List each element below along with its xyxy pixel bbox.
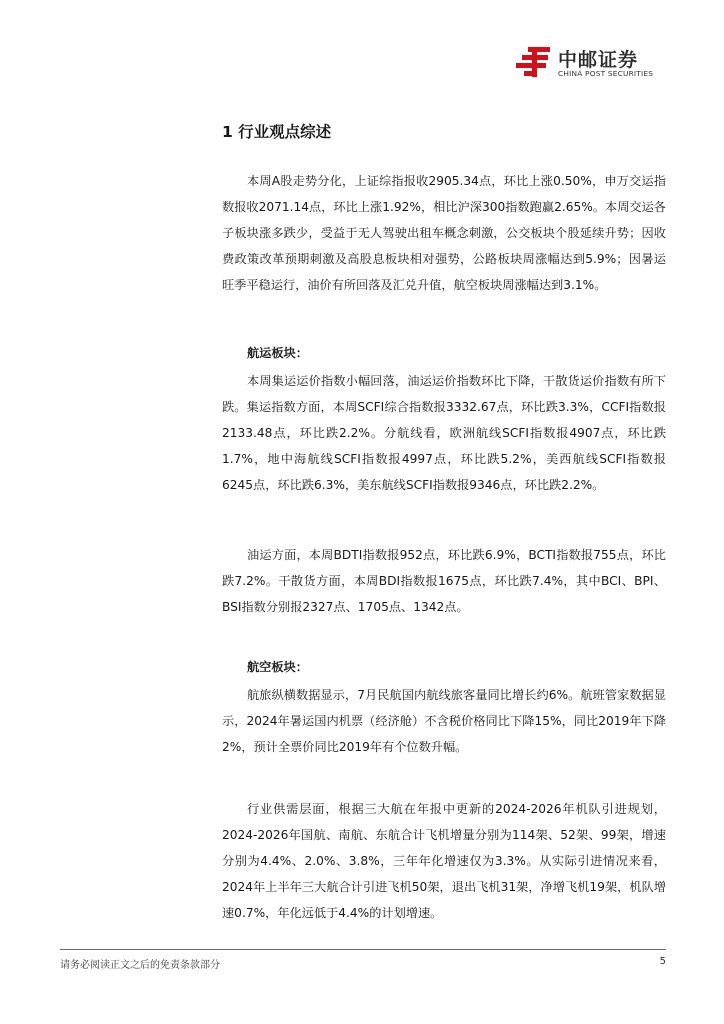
footer-divider [60, 949, 666, 950]
paragraph-oil-dry-bulk: 油运方面，本周BDTI指数报952点，环比跌6.9%，BCTI指数报755点，环比跌7.2%。干散货方面，本周BDI指数报1675点，环比跌7.4%，其中BCI、BPI、BSI指数分别报2327点、1705点、1342点。 [222, 548, 666, 614]
paragraph-container-shipping: 本周集运运价指数小幅回落，油运运价指数环比下降，干散货运价指数有所下跌。集运指数方面，本周SCFI综合指数报3332.67点，环比跌3.3%，CCFI指数报2133.48点，环比跌2.2%。分航线看，欧洲航线SCFI指数报4907点，环比跌1.7%，地中海航线SCFI指数报4997点，环比跌5.2%，美西航线SCFI指数报6245点，环比跌6.3%，美东航线SCFI指数报9346点，环比跌2.2%。 [222, 374, 666, 492]
footer-disclaimer: 请务必阅读正文之后的免责条款部分 [60, 960, 220, 971]
section-title: 1 行业观点综述 [222, 123, 332, 141]
brand-name-cn: 中邮证券 [558, 49, 639, 71]
page-number: 5 [659, 956, 666, 967]
china-post-logo-icon [514, 45, 554, 79]
brand-logo [514, 45, 674, 85]
shipping-heading: 航运板块： [247, 346, 308, 360]
aviation-heading: 航空板块： [247, 660, 308, 674]
paragraph-aviation-supply: 行业供需层面，根据三大航在年报中更新的2024-2026年机队引进规划，2024-2026年国航、南航、东航合计飞机增量分别为114架、52架、99架，增速分别为4.4%、2.0%、3.8%，三年年化增速仅为3.3%。从实际引进情况来看，2024年上半年三大航合计引进飞机50架，退出飞机31架，净增飞机19架，机队增速0.7%，年化远低于4.4%的计划增速。 [222, 802, 666, 920]
paragraph-market-overview: 本周A股走势分化，上证综指报收2905.34点，环比上涨0.50%，申万交运指数报收2071.14点，环比上涨1.92%，相比沪深300指数跑赢2.65%。本周交运各子板块涨多跌少，受益于无人驾驶出租车概念刺激，公交板块个股延续升势；因收费政策改革预期刺激及高股息板块相对强势，公路板块周涨幅达到5.9%；因暑运旺季平稳运行，油价有所回落及汇兑升值，航空板块周涨幅达到3.1%。 [222, 174, 666, 292]
paragraph-aviation-demand: 航旅纵横数据显示，7月民航国内航线旅客量同比增长约6%。航班管家数据显示，2024年暑运国内机票（经济舱）不含税价格同比下降15%，同比2019年下降2%，预计全票价同比2019年有个位数升幅。 [222, 688, 666, 754]
brand-name-en: CHINA POST SECURITIES [558, 69, 654, 78]
